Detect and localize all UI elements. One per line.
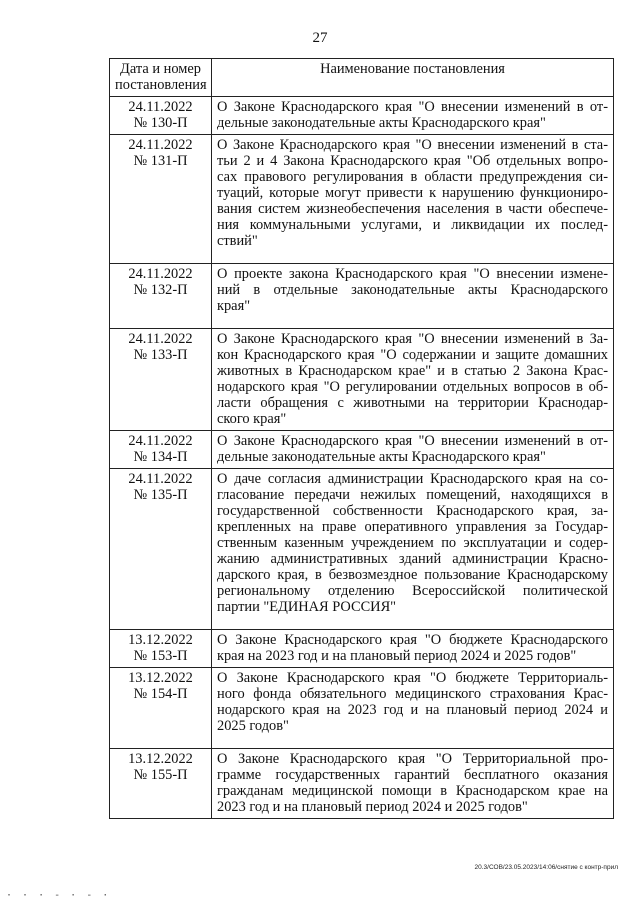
resolution-title-line: животных в Краснодарском крае" и в статью 2 Закона Крас- (217, 363, 608, 379)
resolution-title-line: 2025 годов" (217, 718, 289, 734)
resolution-date-cell (110, 329, 212, 431)
header-resolution-name: Наименование постановления (212, 59, 614, 97)
bottom-scan-marks: · · · - · - · (6, 890, 111, 901)
resolution-title-line: О проекте закона Краснодарского края "О внесении измене- (217, 266, 608, 282)
resolution-title-line: крепленных на праве оперативного управления за Государ- (217, 519, 608, 535)
resolution-title-line: дельные законодательные акты Краснодарского края" (217, 115, 546, 131)
page-number: 27 (312, 30, 328, 46)
resolution-title-line: туаций, которые могут привести к нарушению функциониро- (217, 185, 608, 201)
resolution-title-line: ласти обращения с животными на территории Краснодар- (217, 395, 608, 411)
resolution-title-line: грамме государственных гарантий бесплатного оказания (217, 767, 608, 783)
resolution-title-line: дельные законодательные акты Краснодарского края" (217, 449, 546, 465)
resolution-title-line: ного фонда обязательного медицинского страхования Крас- (217, 686, 608, 702)
resolution-title-line: сах правового регулирования в области предупреждения си- (217, 169, 608, 185)
resolution-title-line: края" (217, 298, 251, 314)
resolution-date-cell (110, 630, 212, 668)
resolution-date-cell (110, 135, 212, 264)
resolution-title-cell (212, 264, 614, 329)
resolution-date-cell (110, 749, 212, 819)
resolution-title-line: О Законе Краснодарского края "О внесении изменений в ста- (217, 137, 608, 153)
resolution-number: № 132-П (133, 282, 188, 298)
resolution-number: № 135-П (133, 487, 188, 503)
resolution-date: 24.11.2022 (128, 331, 193, 347)
table-row (110, 668, 614, 749)
table-row (110, 264, 614, 329)
resolution-title-cell (212, 630, 614, 668)
table-row (110, 431, 614, 469)
resolutions-table (109, 58, 614, 819)
table-row (110, 749, 614, 819)
resolution-title-line: государственной собственности Краснодарского края, за- (217, 503, 608, 519)
resolution-title-cell (212, 97, 614, 135)
resolution-title-line: О Законе Краснодарского края "О Территориальной про- (217, 751, 608, 767)
resolution-title-line: кон Краснодарского края "О содержании и защите домашних (217, 347, 608, 363)
resolution-title-line: партии "ЕДИНАЯ РОССИЯ" (217, 599, 397, 615)
table-row (110, 97, 614, 135)
resolution-number: № 131-П (133, 153, 188, 169)
resolution-title-line: гражданам медицинской помощи в Краснодарском крае на (217, 783, 608, 799)
resolution-date: 24.11.2022 (128, 99, 193, 115)
table-row (110, 469, 614, 630)
resolution-title-cell (212, 329, 614, 431)
resolution-date-cell (110, 431, 212, 469)
resolution-date-cell (110, 469, 212, 630)
resolution-title-line: жанию административных зданий администрации Красно- (217, 551, 608, 567)
resolution-title-line: О Законе Краснодарского края "О бюджете Краснодарского (217, 632, 608, 648)
resolution-number: № 155-П (133, 767, 188, 783)
resolution-date: 13.12.2022 (128, 670, 193, 686)
resolution-number: № 133-П (133, 347, 188, 363)
resolution-title-cell (212, 668, 614, 749)
resolution-title-line: нодарского края на 2023 год и на плановый период 2024 и (217, 702, 608, 718)
table-header-row (110, 59, 614, 97)
resolution-number: № 153-П (133, 648, 188, 664)
table-row (110, 135, 614, 264)
resolution-title-cell (212, 469, 614, 630)
footer-stamp: 20.3/СОВ/23.05.2023/14:06/снятие с контр-прил (474, 864, 618, 871)
table-body (110, 97, 614, 819)
resolution-title-line: О Законе Краснодарского края "О внесении изменений в от- (217, 433, 608, 449)
resolution-title-line: ственным казенным учреждением по эксплуатации и содер- (217, 535, 608, 551)
resolution-title-line: региональному отделению Всероссийской политической (217, 583, 608, 599)
header-date-number (110, 59, 212, 97)
header-date-line-2: постановления (115, 77, 207, 93)
resolution-date: 24.11.2022 (128, 433, 193, 449)
resolution-title-line: тьи 2 и 4 Закона Краснодарского края "Об отдельных вопро- (217, 153, 608, 169)
resolution-title-line: вания систем жизнеобеспечения населения в части обеспече- (217, 201, 608, 217)
resolution-date: 24.11.2022 (128, 137, 193, 153)
resolution-title-cell (212, 431, 614, 469)
resolution-date: 24.11.2022 (128, 266, 193, 282)
resolution-number: № 154-П (133, 686, 188, 702)
resolution-date-cell (110, 97, 212, 135)
resolution-date: 24.11.2022 (128, 471, 193, 487)
resolution-title-line: О Законе Краснодарского края "О внесении изменений в За- (217, 331, 608, 347)
resolution-title-cell (212, 135, 614, 264)
resolution-title-line: ния коммунальными услугами, и ликвидации их послед- (217, 217, 608, 233)
resolution-title-line: О Законе Краснодарского края "О внесении изменений в от- (217, 99, 608, 115)
resolution-title-line: О даче согласия администрации Краснодарского края на со- (217, 471, 608, 487)
resolution-title-line: нодарского края "О регулировании отдельных вопросов в об- (217, 379, 608, 395)
resolution-title-line: дарского края, в безвозмездное пользование Краснодарскому (217, 567, 608, 583)
resolution-title-line: ствий" (217, 233, 258, 249)
header-date-line-1: Дата и номер (120, 61, 201, 77)
resolution-number: № 130-П (133, 115, 188, 131)
resolution-number: № 134-П (133, 449, 188, 465)
resolution-date: 13.12.2022 (128, 751, 193, 767)
resolution-date-cell (110, 264, 212, 329)
resolution-date: 13.12.2022 (128, 632, 193, 648)
resolution-title-cell (212, 749, 614, 819)
resolution-title-line: ского края" (217, 411, 287, 427)
resolution-title-line: ний в отдельные законодательные акты Краснодарского (217, 282, 608, 298)
resolution-title-line: О Законе Краснодарского края "О бюджете Территориаль- (217, 670, 608, 686)
resolution-title-line: 2023 год и на плановый период 2024 и 2025 годов" (217, 799, 528, 815)
table-row (110, 329, 614, 431)
table-row (110, 630, 614, 668)
resolution-date-cell (110, 668, 212, 749)
resolution-title-line: края на 2023 год и на плановый период 2024 и 2025 годов" (217, 648, 577, 664)
resolution-title-line: гласование передачи нежилых помещений, находящихся в (217, 487, 608, 503)
